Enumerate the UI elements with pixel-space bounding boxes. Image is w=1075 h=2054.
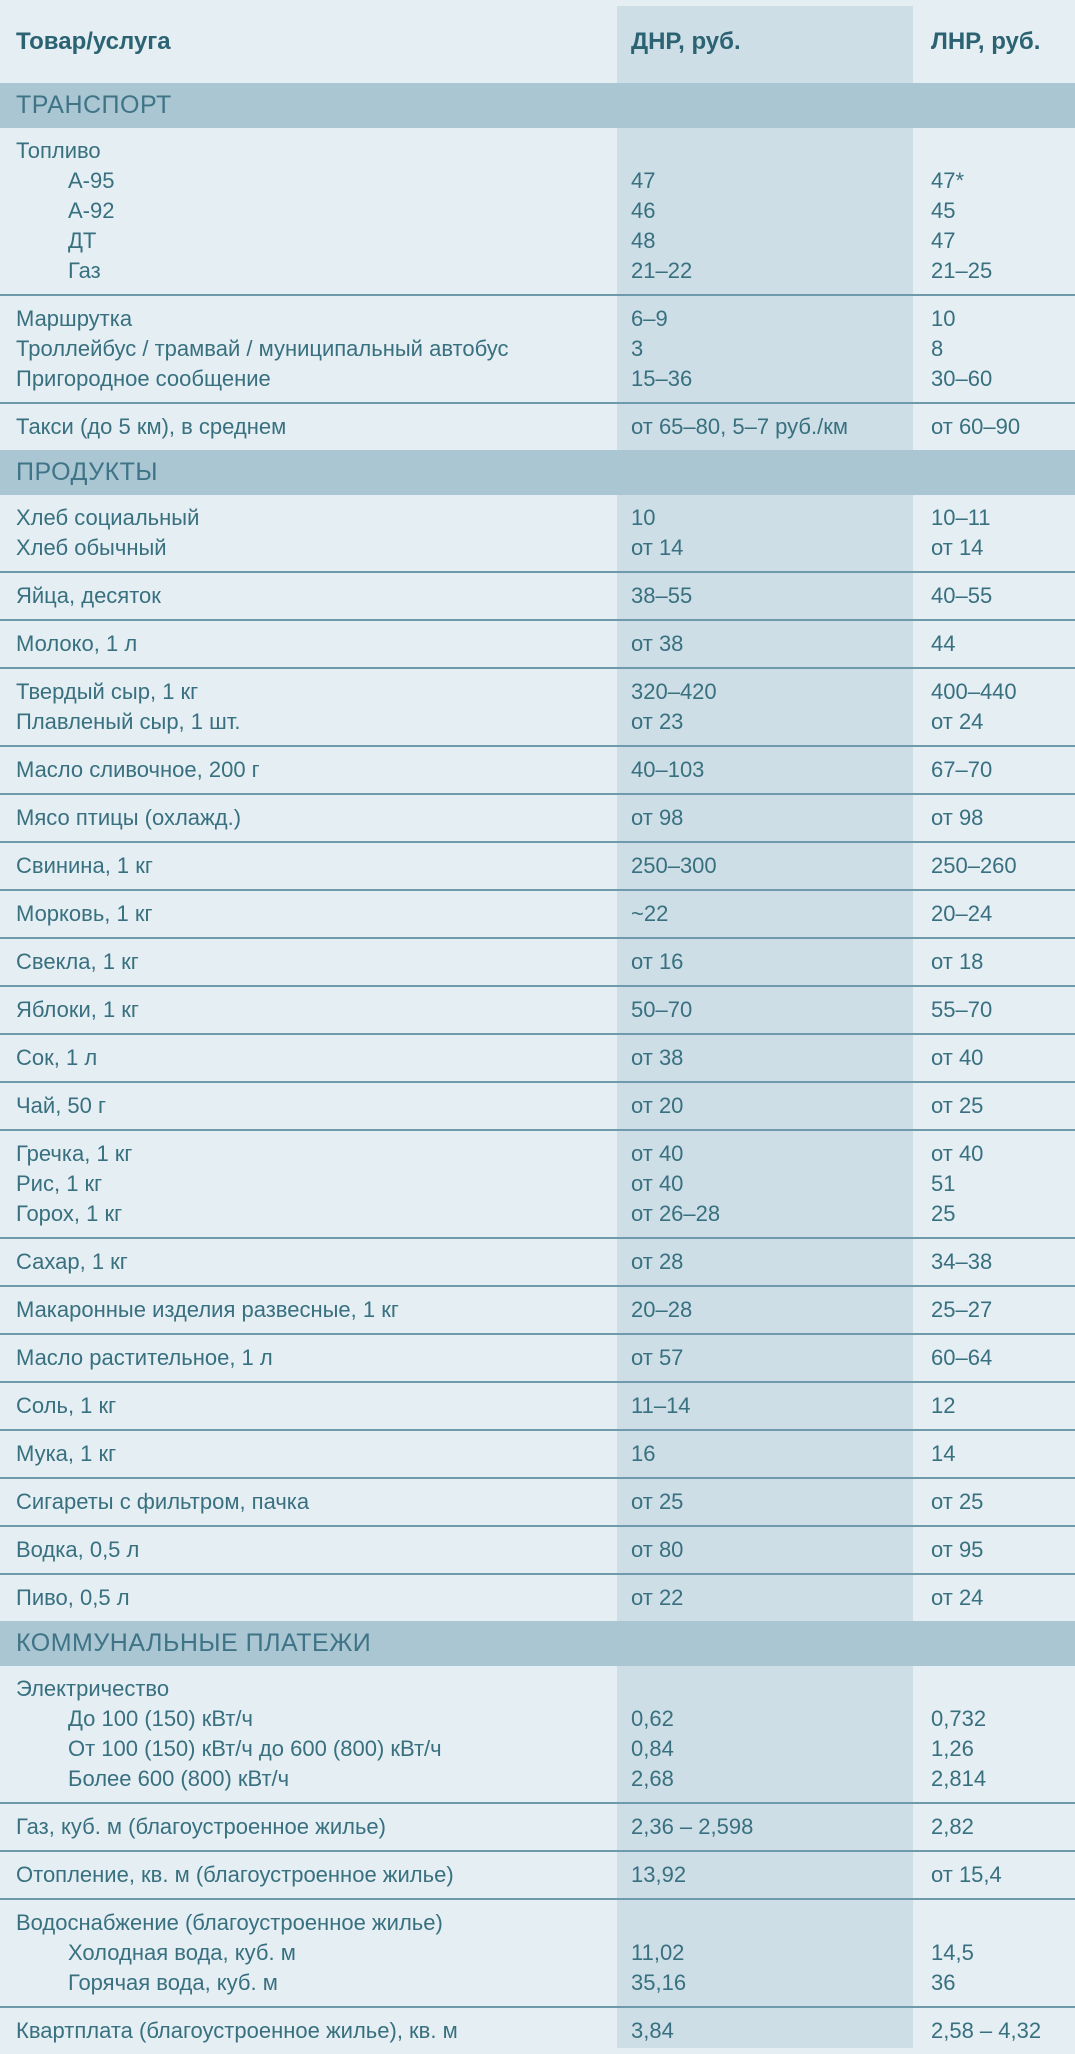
item-label: Яйца, десяток xyxy=(16,583,161,608)
item-label: Чай, 50 г xyxy=(16,1093,107,1118)
table-row xyxy=(0,1199,1075,1229)
table-row xyxy=(0,995,1075,1025)
table-row xyxy=(0,1812,1075,1842)
table-row xyxy=(0,677,1075,707)
item-label: До 100 (150) кВт/ч xyxy=(68,1706,254,1731)
dnr-value: 0,84 xyxy=(631,1736,674,1761)
row-group xyxy=(0,1573,1075,1621)
lnr-value: 14 xyxy=(931,1441,956,1466)
table-row xyxy=(0,803,1075,833)
item-label: Горох, 1 кг xyxy=(16,1201,123,1226)
table-row xyxy=(0,503,1075,533)
row-group xyxy=(0,1802,1075,1850)
dnr-value: 6–9 xyxy=(631,306,668,331)
table-row xyxy=(0,1764,1075,1794)
lnr-value xyxy=(913,1674,1075,1704)
item-label: Водоснабжение (благоустроенное жилье) xyxy=(16,1910,443,1935)
lnr-value: 2,82 xyxy=(931,1814,974,1839)
row-group xyxy=(0,571,1075,619)
row-group xyxy=(0,495,1075,571)
table-row xyxy=(0,755,1075,785)
lnr-value: 10 xyxy=(931,306,956,331)
section-title: ПРОДУКТЫ xyxy=(16,458,159,486)
row-group xyxy=(0,1666,1075,1802)
lnr-value: 250–260 xyxy=(931,853,1017,878)
dnr-value: 46 xyxy=(631,198,656,223)
dnr-value: 35,16 xyxy=(631,1970,687,1995)
table-row xyxy=(0,1343,1075,1373)
table-row xyxy=(0,1860,1075,1890)
lnr-value: 0,732 xyxy=(931,1706,987,1731)
lnr-value: 60–64 xyxy=(931,1345,993,1370)
table-row xyxy=(0,1391,1075,1421)
row-group xyxy=(0,1525,1075,1573)
row-group xyxy=(0,1898,1075,2006)
lnr-value: 25–27 xyxy=(931,1297,993,1322)
item-label: Более 600 (800) кВт/ч xyxy=(68,1766,290,1791)
column-header-lnr: ЛНР, руб. xyxy=(931,27,1041,55)
item-label: ДТ xyxy=(68,228,97,253)
row-group xyxy=(0,2006,1075,2054)
table-row xyxy=(0,166,1075,196)
row-group xyxy=(0,1237,1075,1285)
table-row xyxy=(0,1908,1075,1938)
row-group xyxy=(0,745,1075,793)
dnr-value: 16 xyxy=(631,1441,656,1466)
dnr-value xyxy=(617,136,913,166)
item-label: Рис, 1 кг xyxy=(16,1171,103,1196)
table-row xyxy=(0,1439,1075,1469)
lnr-value: 34–38 xyxy=(931,1249,993,1274)
column-header-dnr: ДНР, руб. xyxy=(631,27,741,55)
row-group xyxy=(0,1285,1075,1333)
item-label: Мука, 1 кг xyxy=(16,1441,117,1466)
section-header xyxy=(0,450,1075,495)
table-row xyxy=(0,1043,1075,1073)
lnr-value: от 40 xyxy=(931,1141,984,1166)
dnr-value: от 38 xyxy=(631,631,684,656)
dnr-value: от 23 xyxy=(631,709,684,734)
dnr-value: от 57 xyxy=(631,1345,684,1370)
table-row xyxy=(0,1247,1075,1277)
table-row xyxy=(0,226,1075,256)
lnr-value: от 40 xyxy=(931,1045,984,1070)
item-label: Отопление, кв. м (благоустроенное жилье) xyxy=(16,1862,454,1887)
item-label: Топливо xyxy=(16,138,101,163)
lnr-value xyxy=(913,136,1075,166)
lnr-value: от 14 xyxy=(931,535,984,560)
lnr-value: 12 xyxy=(931,1393,956,1418)
dnr-value: 15–36 xyxy=(631,366,693,391)
table-row xyxy=(0,136,1075,166)
lnr-value: 8 xyxy=(931,336,944,361)
table-row xyxy=(0,1968,1075,1998)
dnr-value: 40–103 xyxy=(631,757,705,782)
item-label: Сигареты с фильтром, пачка xyxy=(16,1489,310,1514)
item-label: Морковь, 1 кг xyxy=(16,901,153,926)
row-group xyxy=(0,402,1075,450)
dnr-value: от 98 xyxy=(631,805,684,830)
lnr-value: 25 xyxy=(931,1201,956,1226)
item-label: Свинина, 1 кг xyxy=(16,853,153,878)
item-label: Троллейбус / трамвай / муниципальный автобус xyxy=(16,336,509,361)
section-header xyxy=(0,83,1075,128)
row-group xyxy=(0,1033,1075,1081)
item-label: Газ, куб. м (благоустроенное жилье) xyxy=(16,1814,386,1839)
table-row xyxy=(0,196,1075,226)
item-label: Молоко, 1 л xyxy=(16,631,138,656)
table-row xyxy=(0,947,1075,977)
dnr-value: 20–28 xyxy=(631,1297,693,1322)
table-row xyxy=(0,899,1075,929)
table-row xyxy=(0,364,1075,394)
table-row xyxy=(0,1535,1075,1565)
table-row xyxy=(0,1139,1075,1169)
table-row xyxy=(0,629,1075,659)
dnr-value: 2,36 – 2,598 xyxy=(631,1814,754,1839)
item-label: А-92 xyxy=(68,198,115,223)
section-title: ТРАНСПОРТ xyxy=(16,91,172,119)
row-group xyxy=(0,667,1075,745)
dnr-value: от 80 xyxy=(631,1537,684,1562)
dnr-value: от 25 xyxy=(631,1489,684,1514)
dnr-value: от 65–80, 5–7 руб./км xyxy=(631,414,848,439)
item-label: Сахар, 1 кг xyxy=(16,1249,128,1274)
dnr-value: от 22 xyxy=(631,1585,684,1610)
dnr-value: от 26–28 xyxy=(631,1201,721,1226)
row-group xyxy=(0,985,1075,1033)
item-label: Масло сливочное, 200 г xyxy=(16,757,260,782)
item-label: Хлеб социальный xyxy=(16,505,200,530)
lnr-value: 21–25 xyxy=(931,258,993,283)
lnr-value: 1,26 xyxy=(931,1736,974,1761)
lnr-value: 55–70 xyxy=(931,997,993,1022)
lnr-value: от 25 xyxy=(931,1093,984,1118)
table-row xyxy=(0,1583,1075,1613)
dnr-value: 3,84 xyxy=(631,2018,674,2043)
dnr-value: 11,02 xyxy=(631,1940,685,1965)
row-group xyxy=(0,1477,1075,1525)
lnr-value: 67–70 xyxy=(931,757,993,782)
item-label: Макаронные изделия развесные, 1 кг xyxy=(16,1297,399,1322)
table-row xyxy=(0,1169,1075,1199)
table-row xyxy=(0,1704,1075,1734)
lnr-value: от 24 xyxy=(931,1585,984,1610)
dnr-value: 13,92 xyxy=(631,1862,687,1887)
dnr-value: от 28 xyxy=(631,1249,684,1274)
lnr-value: 30–60 xyxy=(931,366,993,391)
lnr-value: от 95 xyxy=(931,1537,984,1562)
table-row xyxy=(0,1295,1075,1325)
dnr-value: 48 xyxy=(631,228,656,253)
lnr-value: от 25 xyxy=(931,1489,984,1514)
dnr-value: 50–70 xyxy=(631,997,693,1022)
section-title: КОММУНАЛЬНЫЕ ПЛАТЕЖИ xyxy=(16,1629,372,1657)
item-label: А-95 xyxy=(68,168,115,193)
table-row xyxy=(0,1734,1075,1764)
section-header xyxy=(0,1621,1075,1666)
table-row xyxy=(0,412,1075,442)
item-label: Мясо птицы (охлажд.) xyxy=(16,805,242,830)
dnr-value: от 38 xyxy=(631,1045,684,1070)
table-row xyxy=(0,256,1075,286)
dnr-value: от 40 xyxy=(631,1141,684,1166)
row-group xyxy=(0,128,1075,294)
lnr-value: от 24 xyxy=(931,709,984,734)
column-header-item: Товар/услуга xyxy=(16,27,171,55)
dnr-value: от 16 xyxy=(631,949,684,974)
table-row xyxy=(0,1091,1075,1121)
item-label: Маршрутка xyxy=(16,306,133,331)
lnr-value: 10–11 xyxy=(931,505,991,530)
table-row xyxy=(0,1938,1075,1968)
lnr-value: 47* xyxy=(931,168,965,193)
dnr-value xyxy=(617,1908,913,1938)
item-label: Сок, 1 л xyxy=(16,1045,98,1070)
row-group xyxy=(0,841,1075,889)
dnr-value: от 40 xyxy=(631,1171,684,1196)
item-label: Плавленый сыр, 1 шт. xyxy=(16,709,241,734)
row-group xyxy=(0,1850,1075,1898)
dnr-value: 250–300 xyxy=(631,853,717,878)
lnr-value: 2,814 xyxy=(931,1766,987,1791)
item-label: Электричество xyxy=(16,1676,170,1701)
item-label: Такси (до 5 км), в среднем xyxy=(16,414,287,439)
item-label: Водка, 0,5 л xyxy=(16,1537,140,1562)
lnr-value: 45 xyxy=(931,198,956,223)
item-label: Свекла, 1 кг xyxy=(16,949,139,974)
dnr-value: 47 xyxy=(631,168,656,193)
table-row xyxy=(0,1487,1075,1517)
item-label: Яблоки, 1 кг xyxy=(16,997,139,1022)
dnr-value: от 20 xyxy=(631,1093,684,1118)
table-row xyxy=(0,304,1075,334)
item-label: Пригородное сообщение xyxy=(16,366,271,391)
table-row xyxy=(0,2016,1075,2046)
lnr-value: 400–440 xyxy=(931,679,1017,704)
dnr-value: 10 xyxy=(631,505,656,530)
lnr-value: от 15,4 xyxy=(931,1862,1002,1887)
dnr-value xyxy=(617,1674,913,1704)
dnr-value: 320–420 xyxy=(631,679,717,704)
lnr-value: 40–55 xyxy=(931,583,993,608)
row-group xyxy=(0,1081,1075,1129)
lnr-value xyxy=(913,1908,1075,1938)
lnr-value: 36 xyxy=(931,1970,956,1995)
row-group xyxy=(0,1333,1075,1381)
lnr-value: от 18 xyxy=(931,949,984,974)
table-row xyxy=(0,1674,1075,1704)
row-group xyxy=(0,937,1075,985)
dnr-value: 11–14 xyxy=(631,1393,691,1418)
dnr-value: от 14 xyxy=(631,535,684,560)
lnr-value: от 98 xyxy=(931,805,984,830)
dnr-value: 21–22 xyxy=(631,258,693,283)
item-label: Горячая вода, куб. м xyxy=(68,1970,278,1995)
dnr-value: 3 xyxy=(631,336,644,361)
lnr-value: от 60–90 xyxy=(931,414,1021,439)
item-label: Гречка, 1 кг xyxy=(16,1141,133,1166)
table-row xyxy=(0,334,1075,364)
table-row xyxy=(0,581,1075,611)
row-group xyxy=(0,294,1075,402)
dnr-value: ~22 xyxy=(631,901,669,926)
lnr-value: 2,58 – 4,32 xyxy=(931,2018,1042,2043)
table-row xyxy=(0,851,1075,881)
lnr-value: 14,5 xyxy=(931,1940,974,1965)
item-label: Холодная вода, куб. м xyxy=(68,1940,296,1965)
row-group xyxy=(0,1129,1075,1237)
item-label: Масло растительное, 1 л xyxy=(16,1345,273,1370)
item-label: Квартплата (благоустроенное жилье), кв. м xyxy=(16,2018,458,2043)
lnr-value: 47 xyxy=(931,228,956,253)
table-row xyxy=(0,533,1075,563)
table-header xyxy=(0,0,1075,83)
item-label: Хлеб обычный xyxy=(16,535,167,560)
row-group xyxy=(0,889,1075,937)
row-group xyxy=(0,1429,1075,1477)
lnr-value: 20–24 xyxy=(931,901,993,926)
lnr-value: 44 xyxy=(931,631,956,656)
row-group xyxy=(0,793,1075,841)
dnr-value: 38–55 xyxy=(631,583,693,608)
item-label: Соль, 1 кг xyxy=(16,1393,117,1418)
item-label: От 100 (150) кВт/ч до 600 (800) кВт/ч xyxy=(68,1736,442,1761)
item-label: Твердый сыр, 1 кг xyxy=(16,679,199,704)
lnr-value: 51 xyxy=(931,1171,956,1196)
dnr-value: 0,62 xyxy=(631,1706,674,1731)
item-label: Пиво, 0,5 л xyxy=(16,1585,130,1610)
item-label: Газ xyxy=(68,258,101,283)
dnr-value: 2,68 xyxy=(631,1766,674,1791)
table-row xyxy=(0,707,1075,737)
row-group xyxy=(0,1381,1075,1429)
row-group xyxy=(0,619,1075,667)
